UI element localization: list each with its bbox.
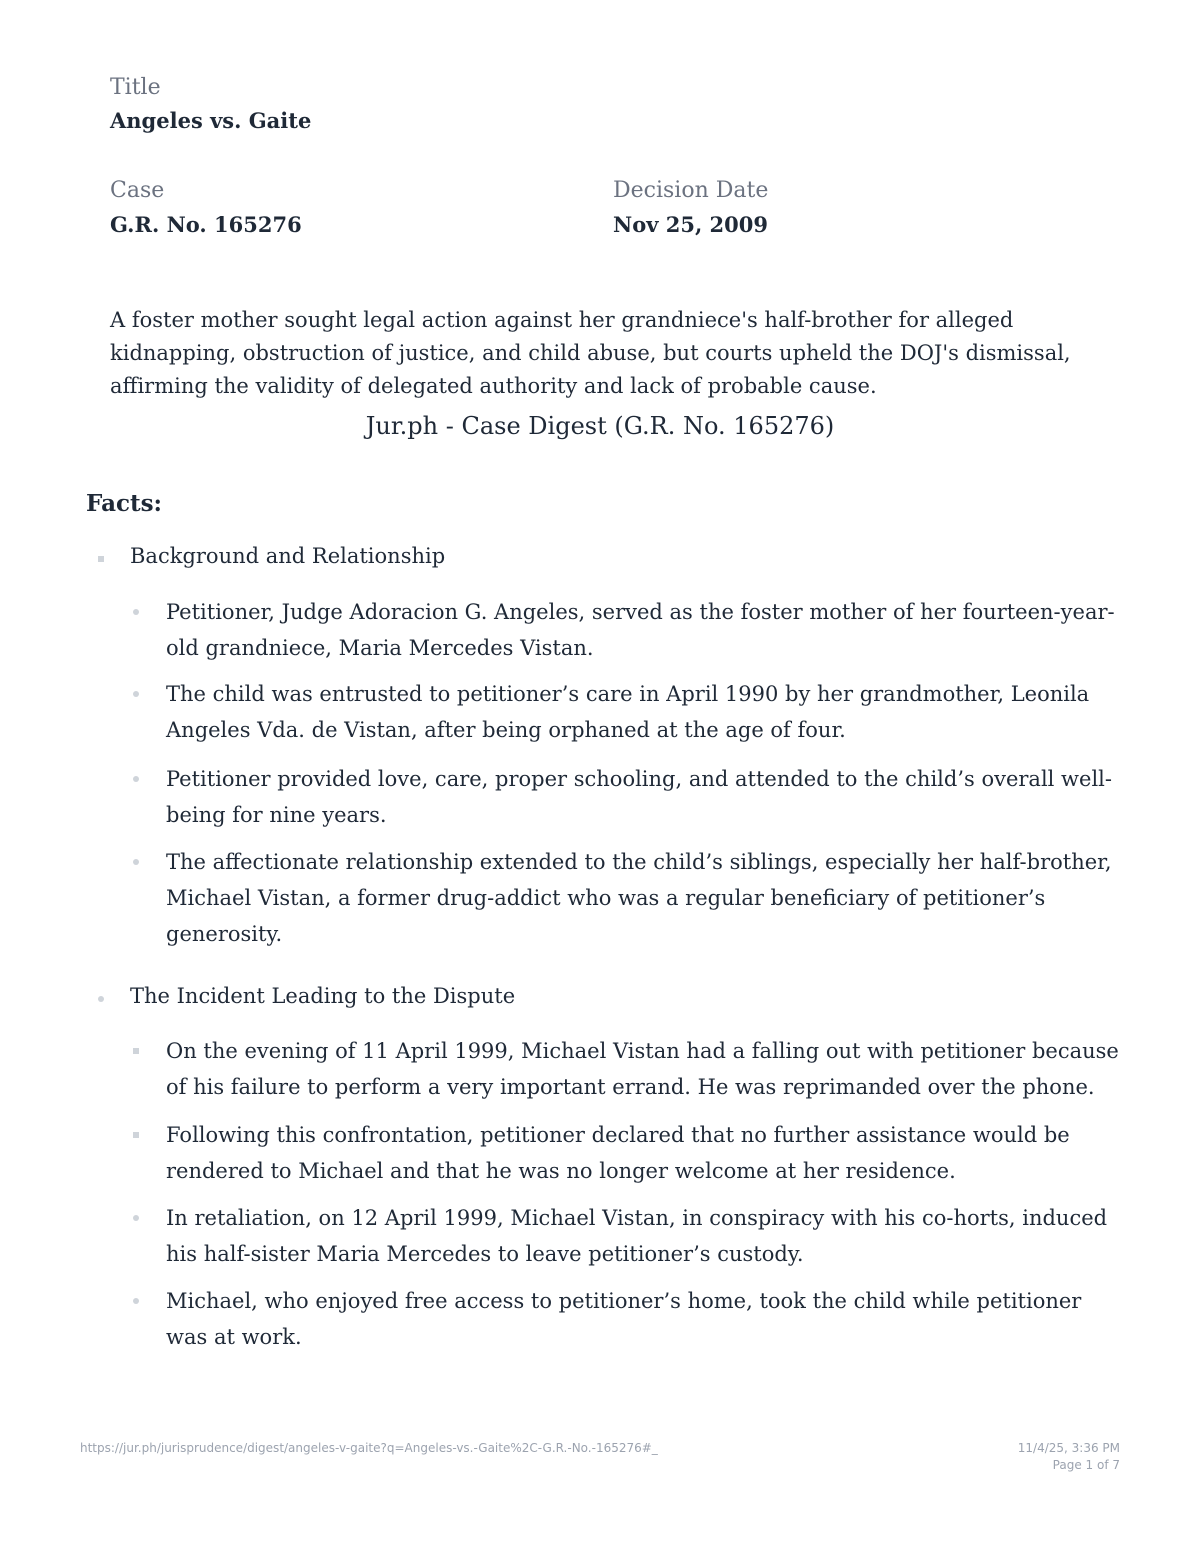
- square-bullet-icon: [98, 556, 104, 562]
- fact-point: In retaliation, on 12 April 1999, Michael Vistan, in conspiracy with his co-horts, induced his half-sister Maria Mercedes to leave petitioner’s custody.: [166, 1206, 1108, 1266]
- case-number: G.R. No. 165276: [110, 212, 302, 237]
- page-number: Page 1 of 7: [1052, 1458, 1120, 1472]
- round-bullet-icon: [133, 609, 139, 615]
- fact-point: Petitioner provided love, care, proper schooling, and attended to the child’s overall well-being for nine years.: [166, 767, 1112, 827]
- fact-point: Following this confrontation, petitioner declared that no further assistance would be rendered to Michael and that he was no longer welcome at her residence.: [166, 1123, 1070, 1183]
- case-summary: A foster mother sought legal action against her grandniece's half-brother for alleged kidnapping, obstruction of justice, and child abuse, but courts upheld the DOJ's dismissal, affirming the validity of delegated authority and lack of probable cause.: [110, 308, 1071, 398]
- round-bullet-icon: [133, 1298, 139, 1304]
- fact-point: Michael, who enjoyed free access to petitioner’s home, took the child while petitioner was at work.: [166, 1289, 1082, 1349]
- print-timestamp: 11/4/25, 3:36 PM: [1017, 1441, 1120, 1455]
- case-title: Angeles vs. Gaite: [110, 108, 312, 133]
- case-label: Case: [110, 178, 165, 203]
- page-url: https://jur.ph/jurisprudence/digest/angeles-v-gaite?q=Angeles-vs.-Gaite%2C-G.R.-No.-165276#_: [80, 1441, 658, 1455]
- digest-title: Jur.ph - Case Digest (G.R. No. 165276): [365, 412, 835, 440]
- facts-heading: Facts:: [86, 490, 163, 517]
- round-bullet-icon: [133, 1215, 139, 1221]
- fact-point: The affectionate relationship extended to the child’s siblings, especially her half-brother, Michael Vistan, a former drug-addict who was a regular beneficiary of petitioner’s generosity.: [166, 850, 1112, 946]
- title-label: Title: [110, 75, 161, 100]
- topic-title: Background and Relationship: [130, 544, 446, 568]
- square-bullet-icon: [133, 1048, 139, 1054]
- round-bullet-icon: [98, 996, 104, 1002]
- fact-point: On the evening of 11 April 1999, Michael Vistan had a falling out with petitioner because of his failure to perform a very important errand. He was reprimanded over the phone.: [166, 1039, 1119, 1099]
- round-bullet-icon: [133, 859, 139, 865]
- decision-date-label: Decision Date: [613, 178, 769, 203]
- round-bullet-icon: [133, 691, 139, 697]
- round-bullet-icon: [133, 776, 139, 782]
- square-bullet-icon: [133, 1132, 139, 1138]
- decision-date: Nov 25, 2009: [613, 212, 769, 237]
- topic-title: The Incident Leading to the Dispute: [130, 984, 516, 1008]
- fact-point: The child was entrusted to petitioner’s care in April 1990 by her grandmother, Leonila Angeles Vda. de Vistan, after being orphaned at the age of four.: [166, 682, 1090, 742]
- fact-point: Petitioner, Judge Adoracion G. Angeles, served as the foster mother of her fourteen-year-old grandniece, Maria Mercedes Vistan.: [166, 600, 1115, 660]
